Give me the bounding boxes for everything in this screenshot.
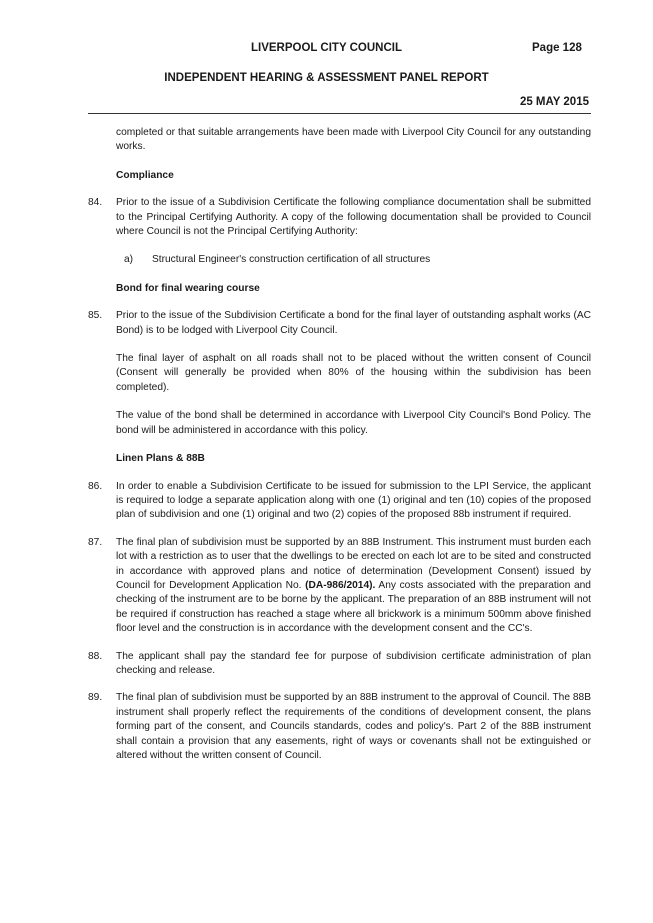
document-body [88,126,591,763]
list-label: a) [124,254,134,266]
condition-number: 86. [88,480,103,492]
condition-text-3: The value of the bond shall be determined in accordance with Liverpool City Council's Bond Policy. The bond will be administered in accordance with this policy. [116,410,591,436]
header-date: 25 MAY 2015 [519,96,589,108]
heading-bond: Bond for final wearing course [116,282,260,294]
header-council-name: LIVERPOOL CITY COUNCIL [250,42,402,54]
condition-number: 85. [88,310,103,322]
condition-text [116,536,591,637]
condition-text-2: The final layer of asphalt on all roads shall not to be placed without the written consent of Council (Consent will generally be provided when 80% of the housing within the subdivision has been completed). [116,353,591,393]
condition-85 [88,309,591,438]
header-report-title: INDEPENDENT HEARING & ASSESSMENT PANEL REPORT [164,72,489,84]
condition-number: 88. [88,650,103,662]
condition-text-part-b: Any costs associated with the preparation and checking of the instrument are to be borne by the applicant. The preparation of an 88B instrument will not be required if construction has reached a stage where all brickwork is a minimum 500mm above finished floor level and the construction is in accordance with the development consent and the CC's. [116,579,591,635]
header-page-number: Page 128 [532,42,582,54]
list-item-text: Structural Engineer's construction certification of all structures [152,254,431,266]
condition-89 [88,691,591,763]
condition-86 [88,480,591,523]
condition-number: 84. [88,197,103,209]
header-rule [88,113,591,114]
condition-88 [88,650,591,679]
condition-number: 87. [88,536,103,548]
da-reference: (DA-986/2014). [305,579,376,591]
condition-87 [88,536,591,637]
condition-text: The final plan of subdivision must be supported by an 88B instrument to the approval of Council. The 88B instrument shall properly reflect the requirements of the conditions of development consent, the plans forming part of the consent, and Councils standards, codes and policy's. Part 2 of the 88B instrument shall contain a provision that any easements, right of ways or covenants shall not be extinguished or altered without the written consent of Council. [116,692,591,761]
condition-text: The applicant shall pay the standard fee for purpose of subdivision certificate administration of plan checking and release. [116,650,591,676]
condition-text: Prior to the issue of the Subdivision Certificate a bond for the final layer of outstanding asphalt works (AC Bond) is to be lodged with Liverpool City Council. [116,310,591,336]
condition-84-item-a [88,253,591,267]
condition-text: In order to enable a Subdivision Certificate to be issued for submission to the LPI Service, the applicant is required to lodge a separate application along with one (1) original and ten (10) copies of the proposed plan of subdivision and one (1) original and two (2) copies of the proposed 88b instrument if required. [116,480,591,521]
condition-text: Prior to the issue of a Subdivision Certificate the following compliance documentation shall be submitted to the Principal Certifying Authority. A copy of the following documentation shall be provided to Council where Council is not the Principal Certifying Authority: [116,197,591,238]
condition-84 [88,196,591,239]
heading-linen-plans: Linen Plans & 88B [116,453,205,465]
condition-number: 89. [88,692,103,704]
condition-text-part-a: The final plan of subdivision must be supported by an 88B Instrument. This instrument must burden each lot with a restriction as to user that the dwellings to be erected on each lot are to be sited and constructed in accordance with approved plans and notice of determination (Development Consent) issued by Council for Development Application No. [116,536,591,591]
intro-paragraph: completed or that suitable arrangements have been made with Liverpool City Council for any outstanding works. [116,127,591,153]
heading-compliance: Compliance [116,169,174,181]
